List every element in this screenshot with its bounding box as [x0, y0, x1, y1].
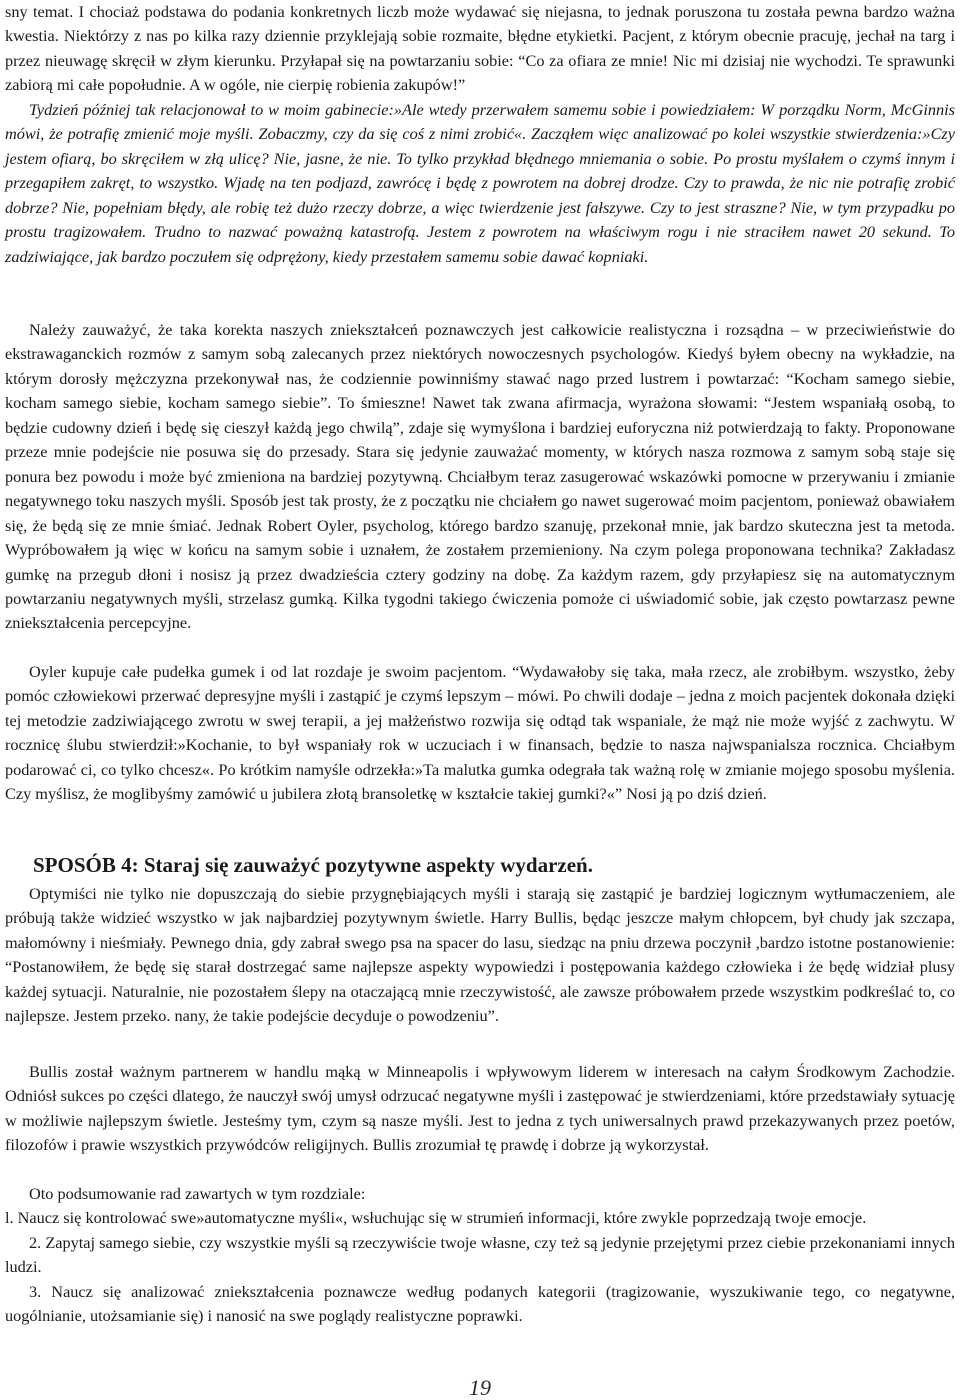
body-text-oyler — [5, 660, 955, 807]
body-text-bullis — [5, 1060, 955, 1158]
paragraph-oyler: Oyler kupuje całe pudełka gumek i od lat rozdaje je swoim pacjentom. “Wydawałoby się taka, mała rzecz, ale zrobiłbym. wszystko, żeby pomóc człowiekowi przerwać depresyjne myśli i zastąpić je czymś lepszym – mówi. Po chwili dodaje – jedna z moich pacjentek dokonała dzięki tej metodzie zadziwiającego zwrotu w swej terapii, a jej małżeństwo rozwija się odtąd tak wspaniale, że mąż nie może wyjść z zachwytu. W rocznicę ślubu stwierdził:»Kochanie, to był wspaniały rok w uczuciach i w finansach, będzie to nasza najwspanialsza rocznica. Chciałbym podarować ci, co tylko chcesz«. Po krótkim namyśle odrzekła:»Ta malutka gumka odegrała tak ważną rolę w zmianie mojego sposobu myślenia. Czy myślisz, że moglibyśmy zamówić u jubilera złotą bransoletkę w kształcie takiej gumki?«” Nosi ją po dziś dzień. — [5, 662, 955, 804]
paragraph-correction: Należy zauważyć, że taka korekta naszych zniekształceń poznawczych jest całkowicie realistyczna i rozsądna – w przeciwieństwie do ekstrawaganckich rozmów z samym sobą zalecanych przez niektórych nowoczesnych psychologów. Kiedyś byłem obecny na wykładzie, na którym dorosły mężczyzna przekonywał nas, że codziennie powinniśmy stawać nago przed lustrem i powtarzać: “Kocham samego siebie, kocham samego siebie, kocham samego siebie”. To śmieszne! Nawet tak zwana afirmacja, wyrażona słowami: “Jestem wspaniałą osobą, to będzie cudowny dzień i będę się cieszył każdą jego chwilą”, zdaje się wymyślona i bardziej euforyczna niż potwierdzają to fakty. Proponowane przeze mnie podejście nie posuwa się do przesady. Stara się jedynie zauważać momenty, w których nasza rozmowa z samym sobą staje się ponura bez powodu i może być zmieniona na bardziej pozytywną. Chciałbym teraz zasugerować wskazówki pomocne w przerywaniu i zmianie negatywnego toku naszych myśli. Sposób jest tak prosty, że z początku nie chciałem go nawet sugerować moim pacjentom, ponieważ obawiałem się, że będą się ze mnie śmiać. Jednak Robert Oyler, psycholog, którego bardzo szanuję, przekonał mnie, jak bardzo skuteczna jest ta metoda. Wypróbowałem ją więc w końcu na samym sobie i uznałem, że zostałem przemieniony. Na czym polega proponowana technika? Zakładasz gumkę na przegub dłoni i nosisz ją przez dwadzieścia cztery godziny na dobę. Za każdym razem, gdy przyłapiesz się na automatycznym powtarzaniu negatywnych myśli, strzelasz gumką. Kilka tygodni takiego ćwiczenia pomoże ci uświadomić sobie, jak często powtarzasz pewne zniekształcenia percepcyjne. — [5, 320, 955, 633]
summary-section — [5, 1182, 955, 1329]
list-item: 2. Zapytaj samego siebie, czy wszystkie myśli są rzeczywiście twoje własne, czy też są jedynie przejętymi przez ciebie przekonaniami innych ludzi. — [5, 1232, 955, 1277]
summary-intro: Oto podsumowanie rad zawartych w tym rozdziale: — [29, 1184, 366, 1203]
paragraph-italic-quote: Tydzień później tak relacjonował to w moim gabinecie:»Ale wtedy przerwałem samemu sobie i powiedziałem: W porządku Norm, McGinnis mówi, że potrafię zmienić moje myśli. Zobaczmy, czy da się coś z nimi zrobić«. Zacząłem więc analizować po kolei wszystkie stwierdzenia:»Czy jestem ofiarą, bo skręciłem w złą ulicę? Nie, jasne, że nie. To tylko przykład błędnego mniemania o sobie. Po prostu myślałem o czymś innym i przegapiłem zakręt, to wszystko. Wjadę na ten podjazd, zawrócę i będę z powrotem na dobrej drodze. Czy to prawda, że nic nie potrafię zrobić dobrze? Nie, popełniam błędy, ale robię też dużo rzeczy dobrze, a więc twierdzenie jest fałszywe. Czy to jest straszne? Nie, w tym przypadku po prostu tragizowałem. Trudno to nazwać poważną katastrofą. Jestem z powrotem na właściwym rogu i nie straciłem nawet 20 sekund. To zadziwiające, jak bardzo poczułem się odprężony, kiedy przestałem samemu sobie dawać kopniaki. — [5, 100, 955, 266]
paragraph-pacjent: sny temat. I chociaż podstawa do podania konkretnych liczb może wydawać się niejasna, to jednak poruszona tu została pewna bardzo ważna kwestia. Niektórzy z nas po kilka razy dziennie przyklejają sobie rozmaite, błędne etykietki. Pacjent, z którym obecnie pracuję, jechał na targ i przez nieuwagę skręcił w złym kierunku. Przyłapał się na powtarzaniu sobie: “Co za ofiara ze mnie! Nic mi dzisiaj nie wychodzi. Te sprawunki zabiorą mi całe popołudnie. A w ogóle, nie cierpię robienia zakupów!” — [5, 2, 955, 95]
body-text-quote — [5, 98, 955, 269]
list-item: l. Naucz się kontrolować swe»automatyczne myśli«, wsłuchując się w strumień informacji, które zwykle poprzedzają twoje emocje. — [5, 1208, 867, 1228]
body-text-optimists — [5, 882, 955, 1029]
section-heading: SPOSÓB 4: Staraj się zauważyć pozytywne aspekty wydarzeń. — [33, 853, 593, 877]
body-text-top — [5, 0, 955, 98]
paragraph-optimists: Optymiści nie tylko nie dopuszczają do siebie przygnębiających myśli i starają się zastąpić je bardziej logicznym wytłumaczeniem, ale próbują także widzieć wszystko w jak najbardziej pozytywnym świetle. Harry Bullis, będąc jeszcze małym chłopcem, był chudy jak szczapa, małomówny i nieśmiały. Pewnego dnia, gdy zabrał swego psa na spacer do lasu, siedząc na pniu drzewa poczynił ,bardzo istotne postanowienie: “Postanowiłem, że będę się starał dostrzegać same najlepsze aspekty wypowiedzi i postępowania każdego człowieka i że będę widział plusy każdej sytuacji. Naturalnie, nie pozostałem ślepy na otaczającą mnie rzeczywistość, ale zawsze próbowałem przede wszystkim podkreślać to, co najlepsze. Jestem przeko. nany, że takie podejście decyduje o powodzeniu”. — [5, 884, 955, 1026]
paragraph-bullis: Bullis został ważnym partnerem w handlu mąką w Minneapolis i wpływowym liderem w interesach na całym Środkowym Zachodzie. Odniósł sukces po części dlatego, że nauczył swój umysł odrzucać negatywne myśli i zastępować je stwierdzeniami, które przedstawiały sytuację w możliwie najlepszym świetle. Jesteśmy tym, czym są nasze myśli. Jest to jedna z tych uniwersalnych prawd przekazywanych przez poetów, filozofów i prawie wszystkich przywódców religijnych. Bullis zrozumiał tę prawdę i dobrze ją wykorzystał. — [5, 1062, 955, 1155]
list-item: 3. Naucz się analizować zniekształcenia poznawcze według podanych kategorii (tragizowanie, wyszukiwanie tego, co negatywne, uogólnianie, utożsamianie się) i nanosić na swe poglądy realistyczne poprawki. — [5, 1281, 955, 1326]
body-text-correction — [5, 318, 955, 636]
page-number: 19 — [469, 1375, 491, 1400]
